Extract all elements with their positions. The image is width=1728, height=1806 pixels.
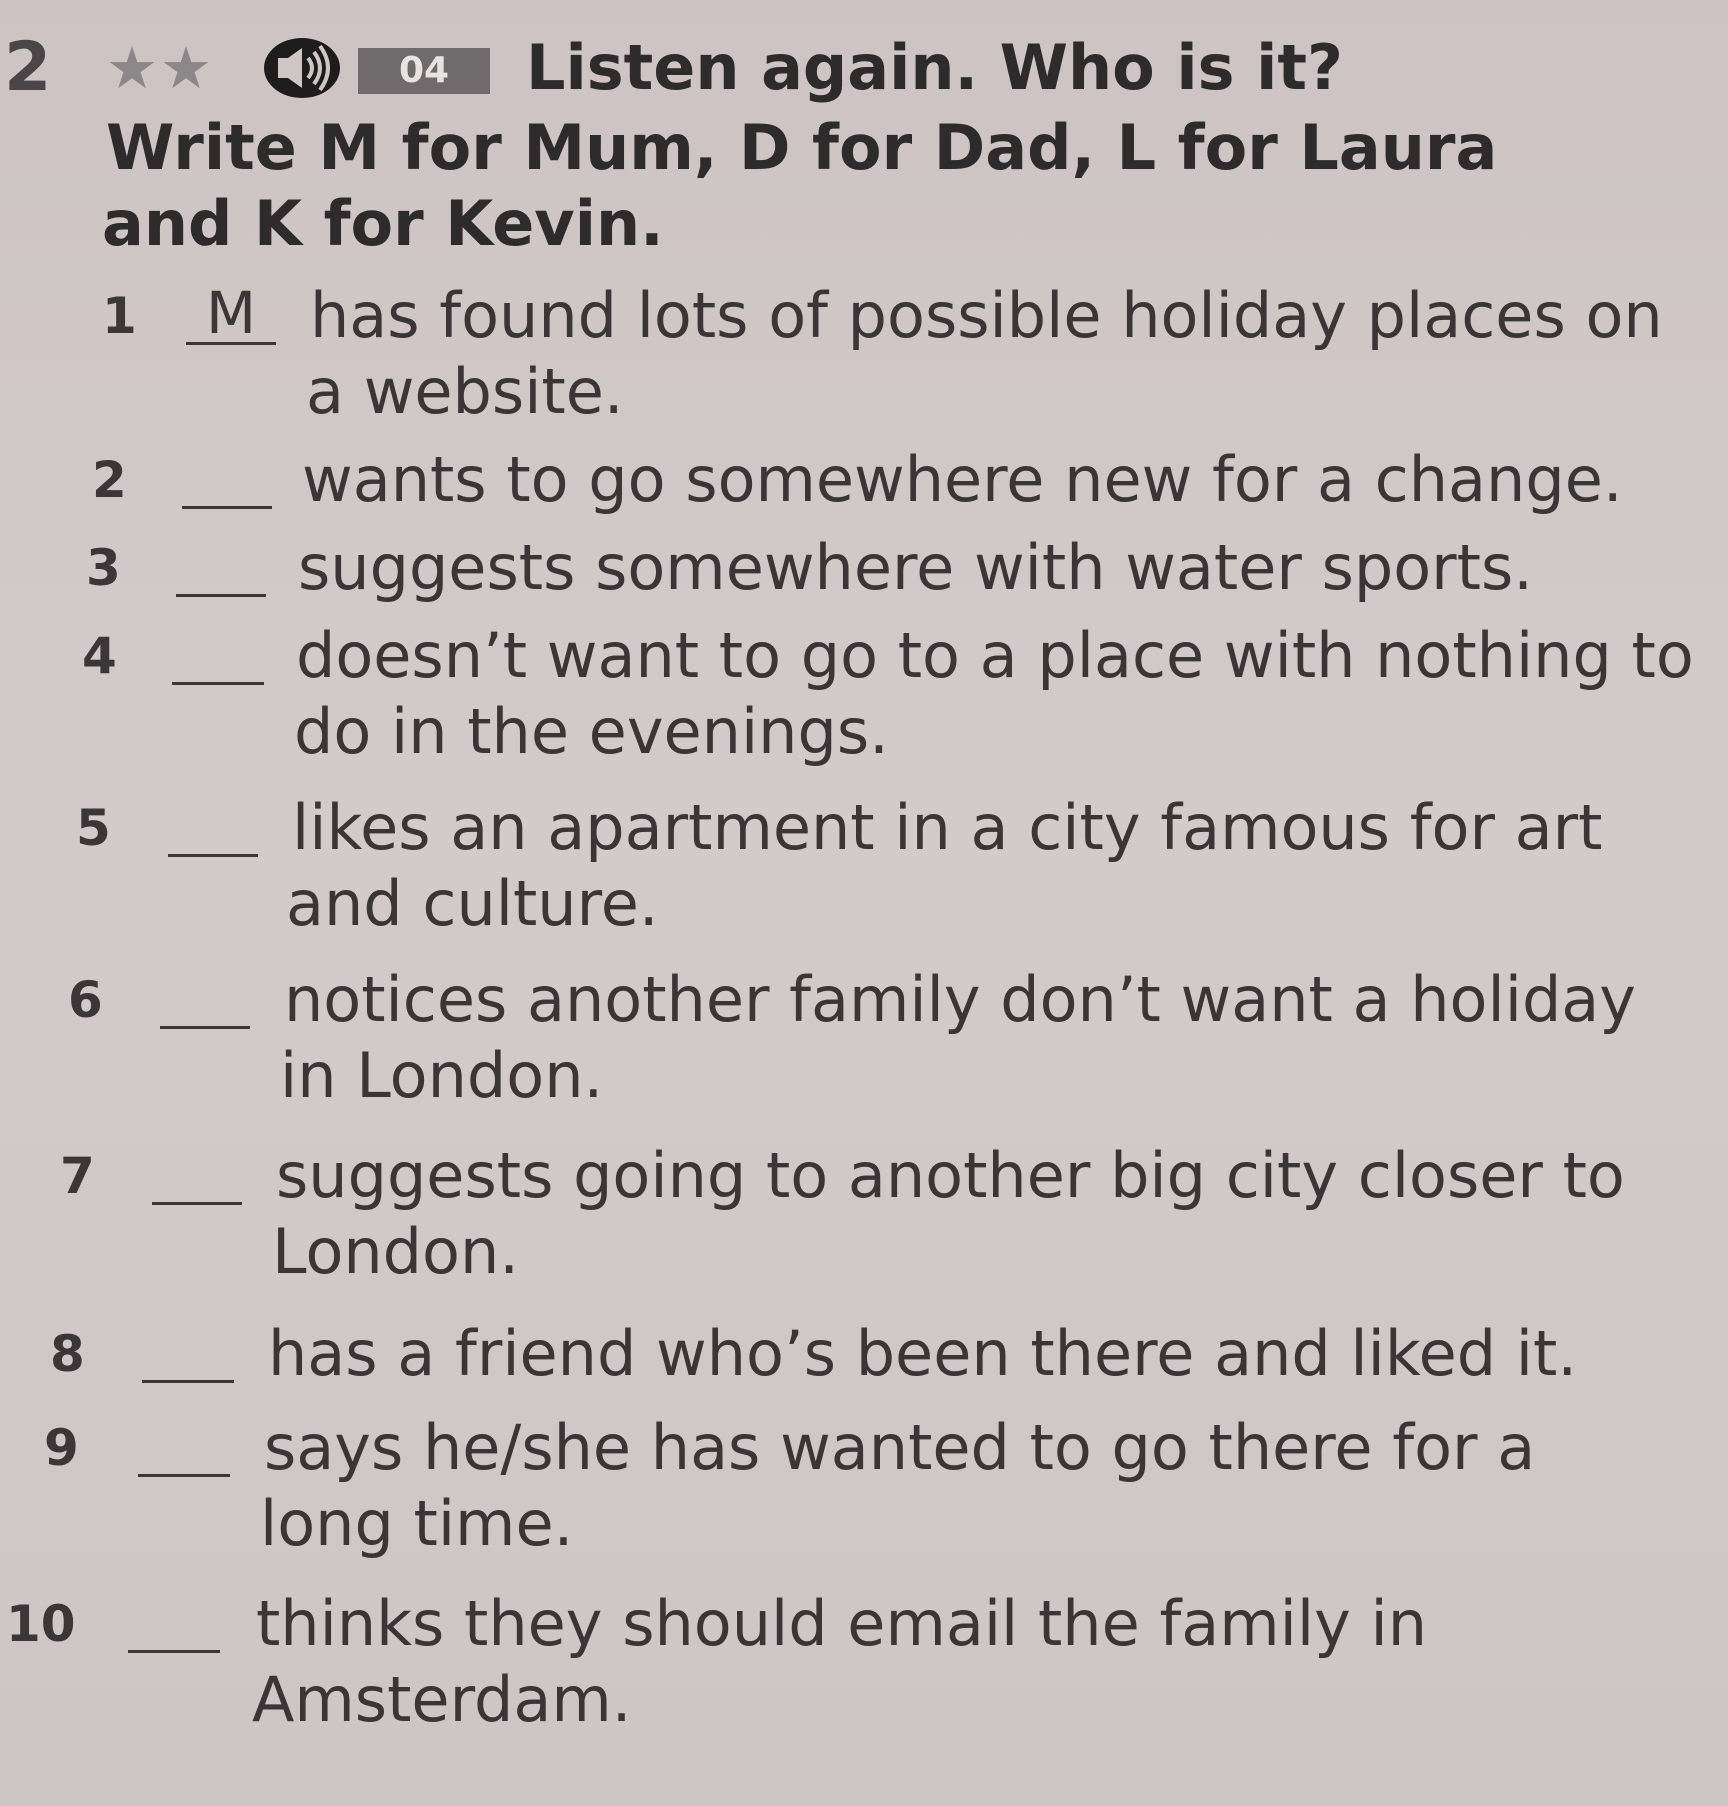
answer-blank[interactable] xyxy=(168,796,258,857)
list-item xyxy=(0,1140,1728,1300)
item-text-line-1: likes an apartment in a city famous for art xyxy=(292,791,1603,864)
item-text-line-2: London. xyxy=(272,1215,519,1288)
item-number: 4 xyxy=(82,627,117,685)
item-text-line-1: has a friend who’s been there and liked it. xyxy=(268,1317,1578,1390)
item-number: 9 xyxy=(44,1419,79,1477)
instruction-line-1: Write M for Mum, D for Dad, L for Laura xyxy=(106,111,1498,184)
item-text-line-2: long time. xyxy=(260,1487,574,1560)
exercise-title: Listen again. Who is it? xyxy=(526,31,1343,104)
list-item xyxy=(0,1588,1728,1748)
item-text-line-2: Amsterdam. xyxy=(252,1663,632,1736)
item-text-line-1: suggests somewhere with water sports. xyxy=(298,531,1533,604)
answer-blank[interactable] xyxy=(172,624,264,685)
item-text-line-2: do in the evenings. xyxy=(294,695,889,768)
exercise-number: 2 xyxy=(4,28,52,107)
item-number: 1 xyxy=(102,287,137,345)
item-text-line-1: notices another family don’t want a holiday xyxy=(284,963,1636,1036)
item-number: 8 xyxy=(50,1325,85,1383)
item-number: 7 xyxy=(60,1147,95,1205)
instruction-line-2: and K for Kevin. xyxy=(102,187,664,260)
answer-blank[interactable] xyxy=(142,1322,234,1383)
list-item xyxy=(0,620,1728,780)
exercise-header xyxy=(0,28,1728,108)
list-item xyxy=(0,1318,1728,1398)
track-number-badge: 04 xyxy=(358,48,490,94)
item-text-line-2: in London. xyxy=(280,1039,604,1112)
list-item xyxy=(0,1412,1728,1572)
list-item xyxy=(0,532,1728,612)
item-number: 6 xyxy=(68,971,103,1029)
answer-blank[interactable] xyxy=(160,968,250,1029)
answer-blank[interactable] xyxy=(128,1592,220,1653)
item-text-line-1: says he/she has wanted to go there for a xyxy=(264,1411,1536,1484)
item-text-line-1: doesn’t want to go to a place with nothing to xyxy=(296,619,1694,692)
answer-blank[interactable] xyxy=(182,448,272,509)
list-item xyxy=(0,444,1728,524)
item-number: 5 xyxy=(76,799,111,857)
item-text-line-1: suggests going to another big city closer to xyxy=(276,1139,1625,1212)
answer-blank[interactable] xyxy=(138,1416,230,1477)
item-number: 2 xyxy=(92,451,127,509)
difficulty-stars: ★★ xyxy=(106,34,214,102)
answer-blank[interactable]: M xyxy=(186,284,276,345)
answer-blank[interactable] xyxy=(152,1144,242,1205)
item-text-line-2: and culture. xyxy=(286,867,659,940)
list-item xyxy=(0,792,1728,952)
item-text-line-1: wants to go somewhere new for a change. xyxy=(302,443,1623,516)
speaker-icon xyxy=(262,36,356,100)
item-text-line-1: thinks they should email the family in xyxy=(256,1587,1428,1660)
item-text-line-1: has found lots of possible holiday places on xyxy=(310,279,1663,352)
item-text-line-2: a website. xyxy=(306,355,624,428)
item-number: 10 xyxy=(6,1595,76,1653)
list-item xyxy=(0,280,1728,430)
answer-blank[interactable] xyxy=(176,536,266,597)
item-number: 3 xyxy=(86,539,121,597)
list-item xyxy=(0,964,1728,1124)
audio-track-marker[interactable] xyxy=(262,36,490,100)
